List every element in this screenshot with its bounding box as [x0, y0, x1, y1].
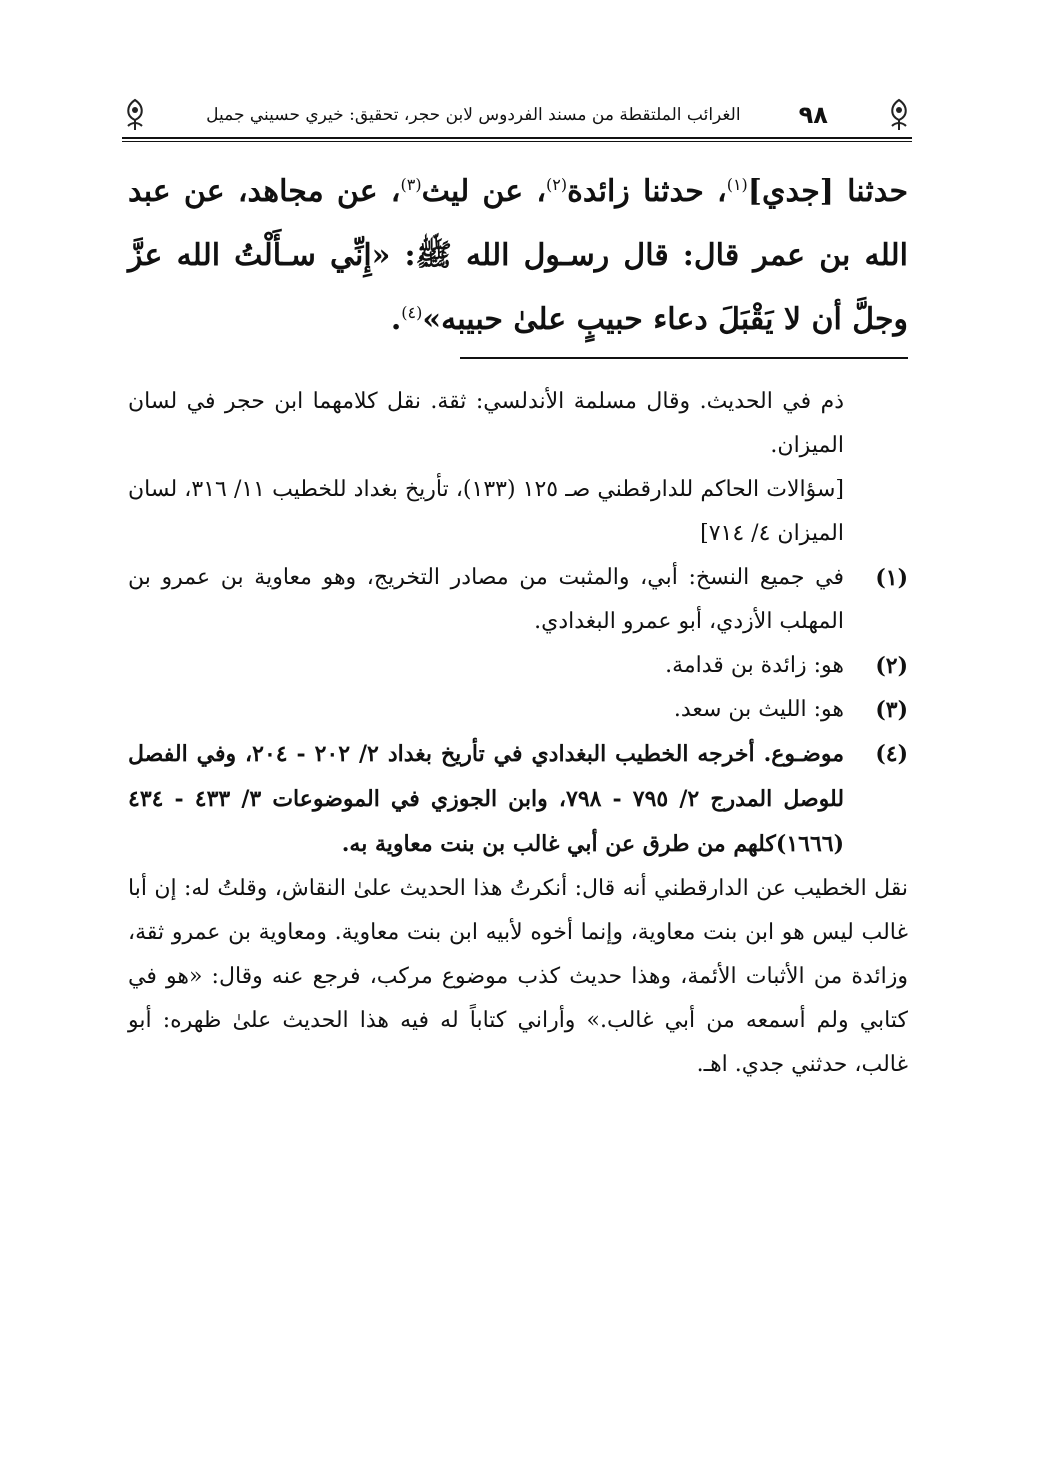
footnote-ref: (٤): [401, 303, 423, 322]
footnote-text-bold: كلهم من طرق عن أبي غالب بن بنت معاوية به.: [341, 831, 776, 857]
footnote-divider: [460, 357, 908, 359]
footnote-ref: (١): [726, 175, 748, 194]
footnotes: [128, 380, 908, 1087]
note-paragraph: ذم في الحديث. وقال مسلمة الأندلسي: ثقة. نقل كلامهما ابن حجر في لسان الميزان.: [128, 389, 844, 458]
ornament-left-icon: [122, 98, 148, 132]
hadith-part: ، حدثنا زائدة: [567, 174, 727, 209]
closing-paragraph: نقل الخطيب عن الدارقطني أنه قال: أنكرتُ هذا الحديث علىٰ النقاش، وقلتُ له: إن أبا غالب ليس هو ابن بنت معاوية، وإنما أخوه لأبيه ابن بنت معاوية. ومعاوية بن عمرو ثقة، وزائدة من الأثبات الأئمة، وهذا حديث كذب موضوع مركب، فرجع عنه وقال: «هو في كتابي ولم أسمعه من أبي غالب.» وأراني كتاباً له فيه هذا الحديث علىٰ ظهره: أبو غالب، حدثني جدي. اهـ.: [128, 876, 908, 1077]
footnote-text: هو: الليث بن سعد.: [673, 697, 844, 722]
footnote-text: هو: زائدة بن قدامة.: [665, 653, 844, 678]
footnote-number: (١): [875, 565, 908, 591]
footnote-text: موضـوع. أخرجه الخطيب البغدادي في تأريخ بغداد ٢/ ٢٠٢ - ٢٠٤، وفي الفصل للوصل المدرج ٢/ ٧٩٥ - ٧٩٨، وابن الجوزي في الموضوعات ٣/ ٤٣٣ - ٤٣٤ (١٦٦٦): [128, 741, 845, 857]
footnote-number: (٤): [875, 741, 908, 767]
footnote-ref: (٣): [400, 175, 422, 194]
footnote-4: [128, 732, 908, 867]
ornament-right-icon: [886, 98, 912, 132]
hadith-part: حدثنا [جدي]: [747, 174, 908, 209]
note-paragraph: [سؤالات الحاكم للدارقطني صـ ١٢٥ (١٣٣)، تأريخ بغداد للخطيب ١١/ ٣١٦، لسان الميزان ٤/ ٧١٤]: [128, 477, 845, 546]
running-header: [122, 92, 912, 138]
footnote-2: [128, 644, 908, 688]
footnote-3: [128, 688, 908, 732]
header-rule: [122, 137, 912, 139]
running-title: الغرائب الملتقطة من مسند الفردوس لابن حجر، تحقيق: خيري حسيني جميل: [206, 105, 741, 125]
hadith-part: ، عن ليث: [421, 174, 547, 209]
footnote-text: في جميع النسخ: أبي، والمثبت من مصادر التخريج، وهو معاوية بن عمرو بن المهلب الأزدي، أبو عمرو البغدادي.: [128, 565, 844, 634]
footnote-number: (٢): [875, 653, 908, 679]
hadith-text: [128, 160, 908, 352]
footnote-number: (٣): [875, 697, 908, 723]
page-number: ٩٨: [798, 101, 828, 129]
header-rule-thin: [122, 141, 912, 142]
hadith-part: .: [390, 302, 402, 337]
hadith-part: ، عن مجاهد، عن عبد الله بن عمر قال: قال رسـول الله ﷺ: «إِنِّي سـأَلْتُ الله عزَّ وجلَّ أن لا يَقْبَلَ دعاء حبيبٍ علىٰ حبيبه»: [128, 174, 908, 337]
footnote-ref: (٢): [546, 175, 568, 194]
footnote-1: [128, 556, 908, 644]
footnote-continuation: [128, 380, 908, 556]
